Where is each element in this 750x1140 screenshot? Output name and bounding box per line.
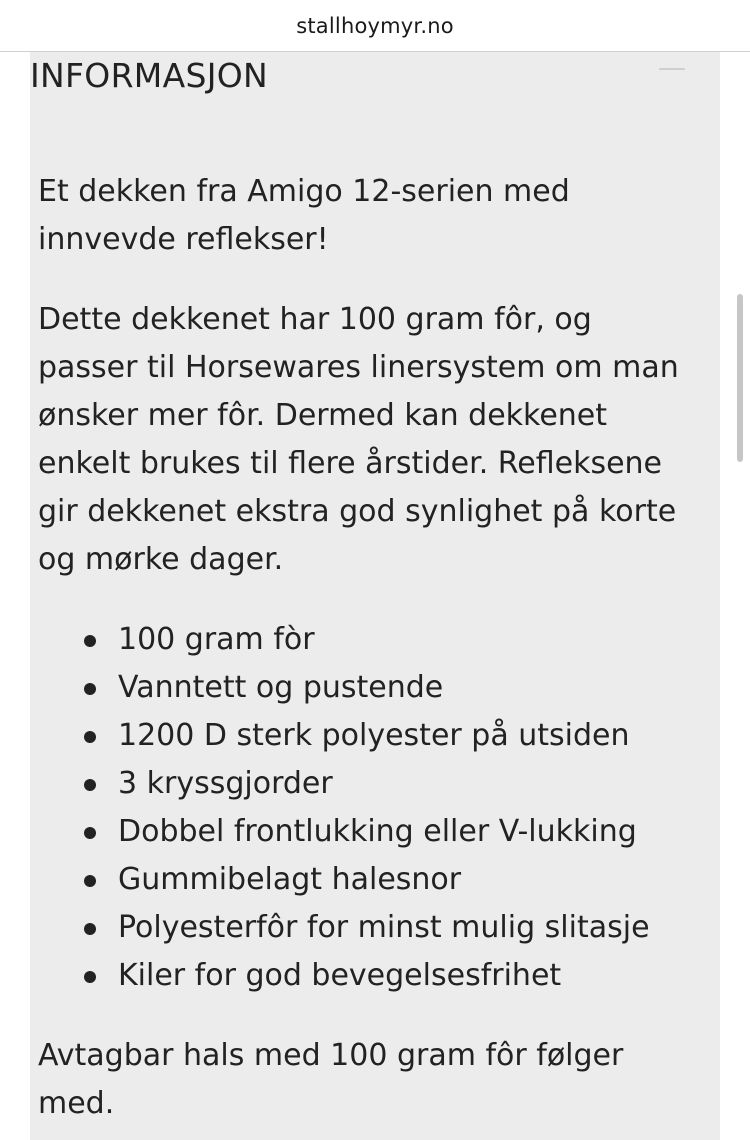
section-header[interactable] (30, 54, 268, 98)
bullet-icon (84, 683, 96, 695)
address-bar[interactable] (0, 0, 750, 52)
feature-text: Kiler for god bevegelsesfrihet (118, 958, 562, 993)
description-paragraph: Et dekken fra Amigo 12-serien med innvevde reflekser! (38, 174, 570, 257)
bullet-icon (84, 635, 96, 647)
list-item (38, 856, 698, 904)
feature-text: 3 kryssgjorder (118, 766, 333, 801)
bullet-icon (84, 875, 96, 887)
list-item (38, 712, 698, 760)
feature-text: 1200 D sterk polyester på utsiden (118, 718, 630, 753)
bullet-icon (84, 731, 96, 743)
description-footer: Avtagbar hals med 100 gram fôr følger med. (38, 1038, 624, 1121)
scrollbar[interactable] (737, 294, 743, 462)
description-content (38, 168, 698, 1140)
feature-text: 100 gram fòr (118, 622, 315, 657)
section-title: INFORMASJON (30, 56, 268, 95)
list-item (38, 664, 698, 712)
list-item (38, 760, 698, 808)
bullet-icon (84, 779, 96, 791)
feature-text: Gummibelagt halesnor (118, 862, 462, 897)
list-item (38, 616, 698, 664)
feature-text: Polyesterfôr for minst mulig slitasje (118, 910, 650, 945)
description-paragraph: Dette dekkenet har 100 gram fôr, og passer til Horsewares linersystem om man ønsker mer fôr. Dermed kan dekkenet enkelt brukes til flere årstider. Refleksene gir dekkenet ekstra god synlighet på korte og mørke dager. (38, 302, 679, 577)
list-item (38, 952, 698, 1000)
list-item (38, 904, 698, 952)
collapse-button[interactable] (658, 66, 686, 72)
feature-list (38, 616, 698, 1000)
feature-text: Vanntett og pustende (118, 670, 444, 705)
bullet-icon (84, 827, 96, 839)
list-item (38, 808, 698, 856)
feature-text: Dobbel frontlukking eller V-lukking (118, 814, 637, 849)
bullet-icon (84, 923, 96, 935)
minus-icon (659, 68, 685, 70)
bullet-icon (84, 971, 96, 983)
url-text: stallhoymyr.no (296, 13, 454, 38)
